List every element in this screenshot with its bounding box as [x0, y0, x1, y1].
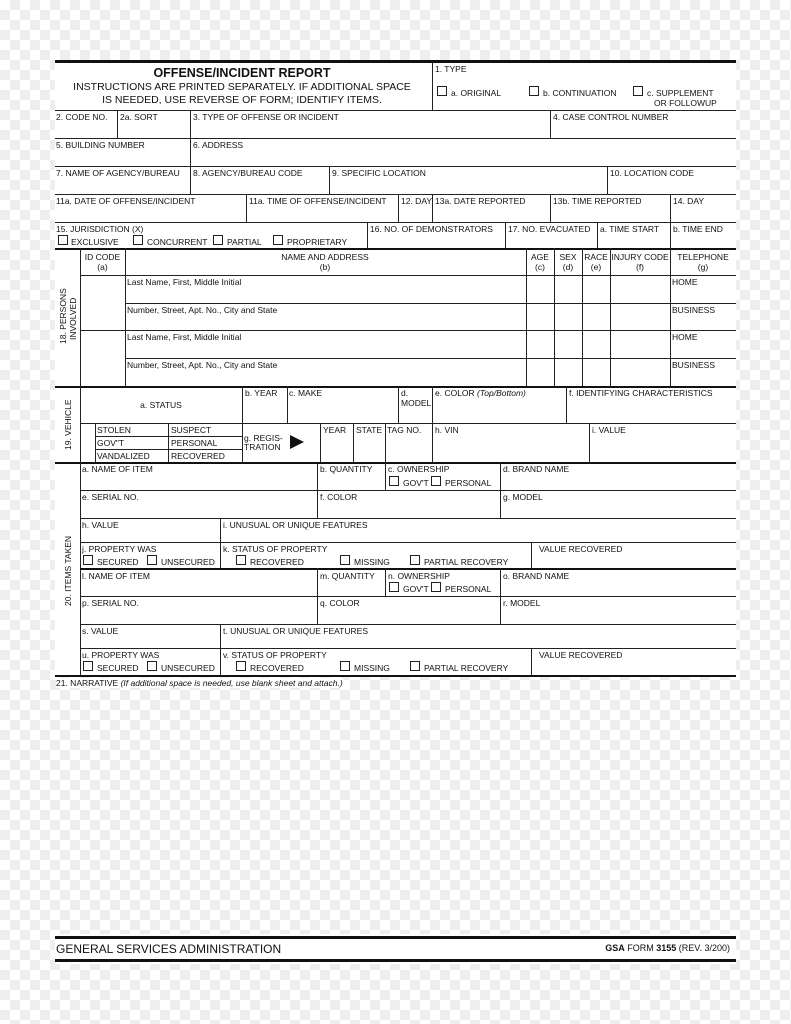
top-rule [55, 60, 736, 63]
instructions-line-1: INSTRUCTIONS ARE PRINTED SEPARATELY. IF ADDITIONAL SPACE [73, 81, 411, 93]
item-1-brand-label: d. BRAND NAME [503, 464, 570, 474]
item-2-ownership-label: n. OWNERSHIP [388, 571, 450, 581]
offense-incident-report-form [55, 60, 736, 676]
jurisdiction-partial-label: PARTIAL [227, 237, 262, 247]
day-12-label: 12. DAY [401, 196, 433, 206]
item-2-property-was-label: u. PROPERTY WAS [82, 650, 160, 660]
item-1-govt-label: GOV'T [403, 478, 429, 488]
item-2-value-recovered-label: VALUE RECOVERED [539, 650, 623, 660]
type-original-checkbox[interactable] [437, 86, 447, 96]
item-1-unusual-label: i. UNUSUAL OR UNIQUE FEATURES [223, 520, 368, 530]
vehicle-vin-label: h. VIN [435, 425, 459, 435]
item-1-value-recovered-label: VALUE RECOVERED [539, 544, 623, 554]
vehicle-make-label: c. MAKE [289, 388, 323, 398]
injury-sub: (f) [635, 262, 645, 272]
jurisdiction-label: 15. JURISDICTION (X) [56, 224, 144, 234]
item-2-personal-label: PERSONAL [445, 584, 492, 594]
item-1-status-label: k. STATUS OF PROPERTY [223, 544, 328, 554]
item-2-serial-label: p. SERIAL NO. [82, 598, 139, 608]
sex-sub: (d) [562, 262, 574, 272]
person-2-address-hint: Number, Street, Apt. No., City and State [127, 360, 278, 370]
type-followup-label: OR FOLLOWUP [654, 98, 717, 108]
date-offense-label: 11a. DATE OF OFFENSE/INCIDENT [56, 196, 196, 206]
vehicle-value-label: i. VALUE [592, 425, 626, 435]
evacuated-label: 17. NO. EVACUATED [508, 224, 591, 234]
item-2-model-label: r. MODEL [503, 598, 541, 608]
form-footer [55, 934, 736, 964]
jurisdiction-partial-checkbox[interactable] [213, 235, 223, 245]
item-2-brand-label: o. BRAND NAME [503, 571, 570, 581]
registration-year-label: YEAR [323, 425, 347, 435]
person-2-home-label: HOME [672, 332, 698, 342]
item-1-missing-checkbox[interactable] [340, 555, 350, 565]
vehicle-status-label: a. STATUS [140, 400, 182, 410]
vehicle-model-label: MODEL [401, 398, 432, 408]
item-2-missing-checkbox[interactable] [340, 661, 350, 671]
person-1-name-hint: Last Name, First, Middle Initial [127, 277, 242, 287]
vehicle-vandalized-label: VANDALIZED [97, 451, 150, 461]
vehicle-govt-label: GOV"T [97, 438, 125, 448]
vehicle-section-label: 19. VEHICLE [63, 399, 73, 450]
item-1-personal-label: PERSONAL [445, 478, 492, 488]
footer-form-id: GSA FORM 3155 (REV. 3/200) [605, 943, 730, 953]
person-1-address-hint: Number, Street, Apt. No., City and State [127, 305, 278, 315]
item-2-govt-label: GOV'T [403, 584, 429, 594]
item-2-personal-checkbox[interactable] [431, 582, 441, 592]
vehicle-stolen-label: STOLEN [97, 425, 131, 435]
vehicle-recovered-label: RECOVERED [171, 451, 225, 461]
person-1-home-label: HOME [672, 277, 698, 287]
id-code-sub: (a) [97, 262, 108, 272]
item-1-value-label: h. VALUE [82, 520, 119, 530]
location-code-label: 10. LOCATION CODE [610, 168, 694, 178]
type-original-label: a. ORIGINAL [451, 88, 502, 98]
jurisdiction-proprietary-label: PROPRIETARY [287, 237, 348, 247]
age-header: AGE [531, 252, 549, 262]
type-continuation-label: b. CONTINUATION [543, 88, 617, 98]
name-address-header: NAME AND ADDRESS [281, 252, 369, 262]
case-control-label: 4. CASE CONTROL NUMBER [553, 112, 669, 122]
item-2-unsecured-checkbox[interactable] [147, 661, 157, 671]
vehicle-characteristics-label: f. IDENTIFYING CHARACTERISTICS [569, 388, 713, 398]
registration-label-2: TRATION [244, 442, 281, 452]
vehicle-personal-label: PERSONAL [171, 438, 218, 448]
person-2-name-hint: Last Name, First, Middle Initial [127, 332, 242, 342]
instructions-line-2: IS NEEDED, USE REVERSE OF FORM; IDENTIFY ITEMS. [102, 94, 382, 106]
item-1-missing-label: MISSING [354, 557, 390, 567]
registration-state-label: STATE [356, 425, 383, 435]
demonstrators-label: 16. NO. OF DEMONSTRATORS [370, 224, 493, 234]
item-1-partial-recovery-checkbox[interactable] [410, 555, 420, 565]
time-end-label: b. TIME END [673, 224, 723, 234]
jurisdiction-proprietary-checkbox[interactable] [273, 235, 283, 245]
time-offense-label: 11a. TIME OF OFFENSE/INCIDENT [249, 196, 387, 206]
sort-label: 2a. SORT [120, 112, 158, 122]
form-title: OFFENSE/INCIDENT REPORT [153, 66, 331, 80]
item-1-name-label: a. NAME OF ITEM [82, 464, 153, 474]
registration-label-1: g. REGIS- [244, 433, 283, 443]
sex-header: SEX [559, 252, 577, 262]
type-label: 1. TYPE [435, 64, 467, 74]
type-supplement-checkbox[interactable] [633, 86, 643, 96]
telephone-header: TELEPHONE [677, 252, 729, 262]
type-continuation-checkbox[interactable] [529, 86, 539, 96]
jurisdiction-exclusive-label: EXCLUSIVE [71, 237, 119, 247]
item-1-unsecured-checkbox[interactable] [147, 555, 157, 565]
registration-arrow-icon [290, 435, 304, 449]
type-supplement-label: c. SUPPLEMENT [647, 88, 714, 98]
persons-section-label-1: 18. PERSONS [58, 288, 68, 344]
item-1-recovered-checkbox[interactable] [236, 555, 246, 565]
vehicle-suspect-label: SUSPECT [171, 425, 212, 435]
item-1-quantity-label: b. QUANTITY [320, 464, 373, 474]
item-2-status-label: v. STATUS OF PROPERTY [223, 650, 327, 660]
item-1-color-label: f. COLOR [320, 492, 358, 502]
registration-tag-label: TAG NO. [387, 425, 422, 435]
agency-code-label: 8. AGENCY/BUREAU CODE [193, 168, 303, 178]
item-2-recovered-label: RECOVERED [250, 663, 304, 673]
item-1-ownership-label: c. OWNERSHIP [388, 464, 450, 474]
injury-header: INJURY CODE [611, 252, 669, 262]
footer-agency: GENERAL SERVICES ADMINISTRATION [56, 942, 282, 956]
item-2-partial-recovery-label: PARTIAL RECOVERY [424, 663, 509, 673]
telephone-sub: (g) [697, 262, 709, 272]
specific-location-label: 9. SPECIFIC LOCATION [332, 168, 426, 178]
item-1-model-label: g. MODEL [503, 492, 543, 502]
item-2-partial-recovery-checkbox[interactable] [410, 661, 420, 671]
narrative-label: 21. NARRATIVE (If additional space is needed, use blank sheet and attach.) [56, 678, 343, 688]
item-1-recovered-label: RECOVERED [250, 557, 304, 567]
item-2-recovered-checkbox[interactable] [236, 661, 246, 671]
vehicle-model-d: d. [401, 388, 409, 398]
time-reported-label: 13b. TIME REPORTED [553, 196, 642, 206]
agency-name-label: 7. NAME OF AGENCY/BUREAU [56, 168, 180, 178]
item-2-govt-checkbox[interactable] [389, 582, 399, 592]
time-start-label: a. TIME START [600, 224, 660, 234]
item-2-unusual-label: t. UNUSUAL OR UNIQUE FEATURES [223, 626, 368, 636]
item-1-secured-checkbox[interactable] [83, 555, 93, 565]
jurisdiction-concurrent-checkbox[interactable] [133, 235, 143, 245]
code-no-label: 2. CODE NO. [56, 112, 108, 122]
persons-section-label-2: INVOLVED [68, 297, 78, 340]
offense-type-label: 3. TYPE OF OFFENSE OR INCIDENT [193, 112, 339, 122]
item-1-govt-checkbox[interactable] [389, 476, 399, 486]
date-reported-label: 13a. DATE REPORTED [435, 196, 526, 206]
item-2-name-label: l. NAME OF ITEM [82, 571, 150, 581]
item-2-missing-label: MISSING [354, 663, 390, 673]
item-2-secured-label: SECURED [97, 663, 139, 673]
narrative-hint: (If additional space is needed, use blank sheet and attach.) [120, 678, 343, 688]
age-sub: (c) [535, 262, 545, 272]
item-2-color-label: q. COLOR [320, 598, 360, 608]
item-2-secured-checkbox[interactable] [83, 661, 93, 671]
person-1-business-label: BUSINESS [672, 305, 715, 315]
address-label: 6. ADDRESS [193, 140, 244, 150]
item-1-personal-checkbox[interactable] [431, 476, 441, 486]
item-1-serial-label: e. SERIAL NO. [82, 492, 139, 502]
id-code-header: ID CODE [84, 252, 121, 262]
race-header: RACE [584, 252, 608, 262]
vehicle-color-label: e. COLOR (Top/Bottom) [435, 388, 526, 398]
name-address-sub: (b) [319, 262, 331, 272]
person-2-business-label: BUSINESS [672, 360, 715, 370]
item-2-unsecured-label: UNSECURED [161, 663, 215, 673]
jurisdiction-concurrent-label: CONCURRENT [147, 237, 208, 247]
jurisdiction-exclusive-checkbox[interactable] [58, 235, 68, 245]
item-2-value-label: s. VALUE [82, 626, 119, 636]
day-14-label: 14. DAY [673, 196, 705, 206]
items-section-label: 20. ITEMS TAKEN [63, 535, 73, 606]
item-1-unsecured-label: UNSECURED [161, 557, 215, 567]
race-sub: (e) [590, 262, 602, 272]
building-number-label: 5. BUILDING NUMBER [56, 140, 145, 150]
item-1-partial-recovery-label: PARTIAL RECOVERY [424, 557, 509, 567]
item-1-property-was-label: j. PROPERTY WAS [82, 544, 157, 554]
item-2-quantity-label: m. QUANTITY [320, 571, 375, 581]
item-1-secured-label: SECURED [97, 557, 139, 567]
vehicle-year-label: b. YEAR [245, 388, 278, 398]
vehicle-color-hint: (Top/Bottom) [477, 388, 526, 398]
